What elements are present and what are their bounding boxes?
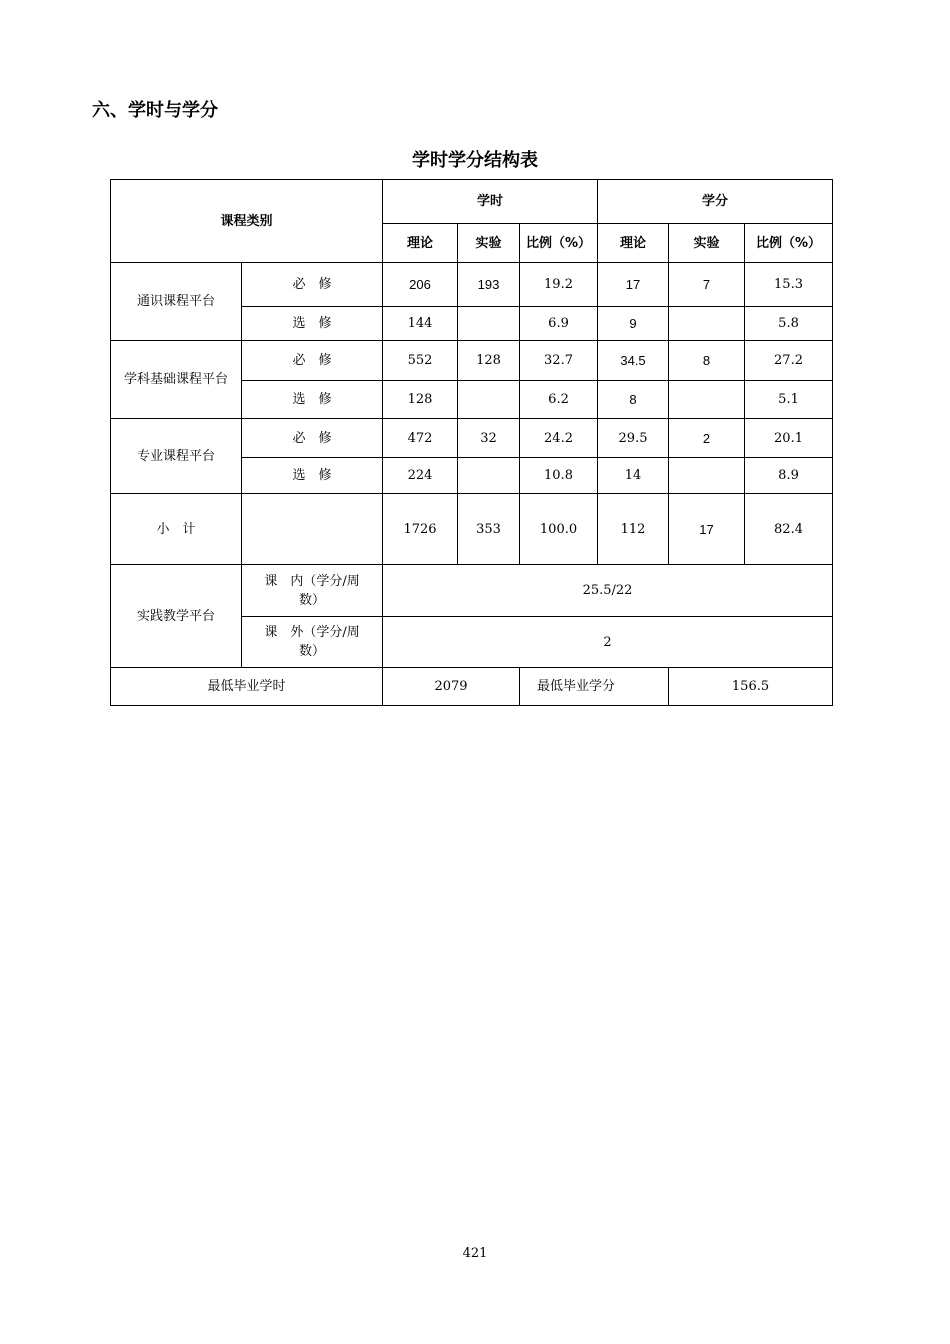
- cell: [458, 307, 520, 341]
- cell: 5.8: [745, 307, 833, 341]
- table-row: [111, 565, 833, 617]
- cell: [458, 458, 520, 494]
- cell: 27.2: [745, 341, 833, 381]
- cell: 32: [458, 419, 520, 458]
- row-label-general: 通识课程平台: [111, 263, 242, 341]
- cell-empty: [242, 494, 383, 565]
- cell: 5.1: [745, 381, 833, 419]
- cell: 32.7: [520, 341, 598, 381]
- header-credits-ratio: 比例（%）: [745, 224, 833, 263]
- cell: 128: [383, 381, 458, 419]
- header-credits-lab: 实验: [669, 224, 745, 263]
- cell: 7: [669, 263, 745, 307]
- cell: 8: [598, 381, 669, 419]
- practice-outside-value: 2: [383, 617, 833, 668]
- credit-hours-table: [110, 179, 833, 706]
- cell: 472: [383, 419, 458, 458]
- row-type: 选 修: [242, 307, 383, 341]
- cell: 552: [383, 341, 458, 381]
- cell: 128: [458, 341, 520, 381]
- cell: [669, 458, 745, 494]
- row-type: 必 修: [242, 341, 383, 381]
- min-credits-value: 156.5: [669, 668, 833, 706]
- cell: 6.9: [520, 307, 598, 341]
- row-label-basic: 学科基础课程平台: [111, 341, 242, 419]
- cell: 144: [383, 307, 458, 341]
- cell: 1726: [383, 494, 458, 565]
- cell: 224: [383, 458, 458, 494]
- cell: 353: [458, 494, 520, 565]
- header-credits-theory: 理论: [598, 224, 669, 263]
- table-row: [111, 419, 833, 458]
- cell: 19.2: [520, 263, 598, 307]
- row-type: 必 修: [242, 419, 383, 458]
- cell: 206: [383, 263, 458, 307]
- cell: 17: [598, 263, 669, 307]
- cell: 112: [598, 494, 669, 565]
- table-row: [111, 494, 833, 565]
- practice-inside-label: 课 内（学分/周数）: [242, 565, 383, 617]
- table-title: 学时学分结构表: [412, 150, 538, 171]
- cell: 17: [669, 494, 745, 565]
- row-label-practice: 实践教学平台: [111, 565, 242, 668]
- min-credits-label: 最低毕业学分: [520, 668, 669, 706]
- cell: 8.9: [745, 458, 833, 494]
- cell: 82.4: [745, 494, 833, 565]
- table-row: [111, 668, 833, 706]
- cell: [669, 381, 745, 419]
- header-hours-theory: 理论: [383, 224, 458, 263]
- cell: 24.2: [520, 419, 598, 458]
- cell: 20.1: [745, 419, 833, 458]
- cell: 29.5: [598, 419, 669, 458]
- header-hours-lab: 实验: [458, 224, 520, 263]
- cell: 9: [598, 307, 669, 341]
- cell: 8: [669, 341, 745, 381]
- table-row: [111, 341, 833, 381]
- page-number: 421: [462, 1246, 488, 1261]
- cell: 15.3: [745, 263, 833, 307]
- cell: 193: [458, 263, 520, 307]
- cell: 34.5: [598, 341, 669, 381]
- header-credits: 学分: [598, 180, 833, 224]
- min-hours-label: 最低毕业学时: [111, 668, 383, 706]
- section-heading: 六、学时与学分: [92, 100, 218, 121]
- row-type: 选 修: [242, 381, 383, 419]
- row-label-subtotal: 小 计: [111, 494, 242, 565]
- header-category: 课程类别: [111, 180, 383, 263]
- cell: 6.2: [520, 381, 598, 419]
- row-type: 必 修: [242, 263, 383, 307]
- cell: 2: [669, 419, 745, 458]
- practice-outside-label: 课 外（学分/周数）: [242, 617, 383, 668]
- cell: [669, 307, 745, 341]
- row-label-major: 专业课程平台: [111, 419, 242, 494]
- table-row: [111, 263, 833, 307]
- cell: 10.8: [520, 458, 598, 494]
- cell: 100.0: [520, 494, 598, 565]
- header-hours: 学时: [383, 180, 598, 224]
- practice-inside-value: 25.5/22: [383, 565, 833, 617]
- cell: [458, 381, 520, 419]
- min-hours-value: 2079: [383, 668, 520, 706]
- header-hours-ratio: 比例（%）: [520, 224, 598, 263]
- row-type: 选 修: [242, 458, 383, 494]
- cell: 14: [598, 458, 669, 494]
